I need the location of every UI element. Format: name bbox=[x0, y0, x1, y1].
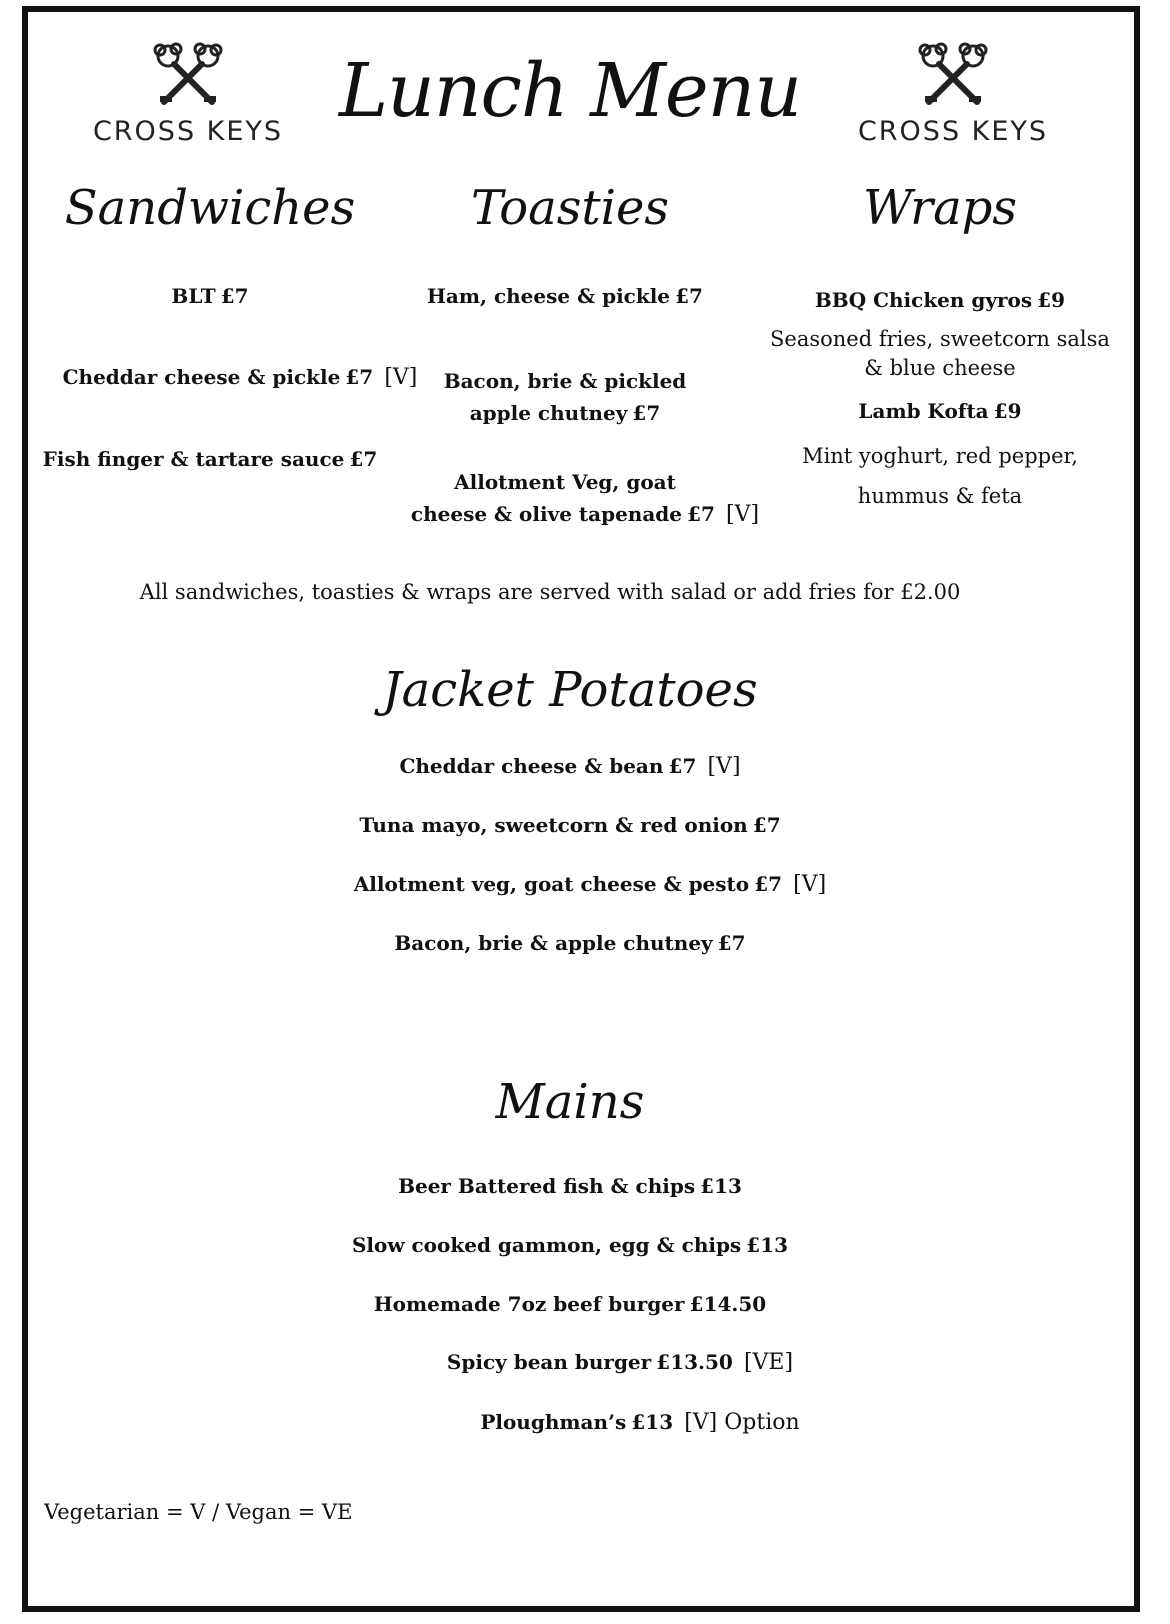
section-heading-jacket-potatoes: Jacket Potatoes bbox=[382, 662, 758, 718]
menu-item-description: Mint yoghurt, red pepper, hummus & feta bbox=[802, 444, 1078, 508]
logo-wordmark: CROSS KEYS bbox=[857, 116, 1049, 147]
menu-item: Cheddar cheese & pickle £7 [V] bbox=[62, 365, 418, 390]
menu-item: Slow cooked gammon, egg & chips £13 bbox=[351, 1233, 789, 1257]
menu-item: Spicy bean burger £13.50 [VE] bbox=[446, 1350, 794, 1375]
menu-item: Beer Battered fish & chips £13 bbox=[398, 1174, 742, 1198]
served-note: All sandwiches, toasties & wraps are served with salad or add fries for £2.00 bbox=[139, 580, 961, 604]
logo-left bbox=[73, 40, 303, 147]
crossed-keys-icon bbox=[146, 40, 230, 110]
section-heading-sandwiches: Sandwiches bbox=[64, 180, 356, 236]
menu-item: Fish finger & tartare sauce £7 bbox=[42, 447, 378, 471]
logo-right bbox=[838, 40, 1068, 147]
menu-item: Bacon, brie & pickled apple chutney £7 bbox=[443, 369, 687, 425]
section-heading-toasties: Toasties bbox=[470, 180, 670, 236]
dietary-legend: Vegetarian = V / Vegan = VE bbox=[44, 1500, 353, 1524]
page-title: Lunch Menu bbox=[339, 48, 801, 134]
logo-wordmark: CROSS KEYS bbox=[92, 116, 284, 147]
menu-item: Cheddar cheese & bean £7 [V] bbox=[399, 754, 741, 779]
menu-item-description: Seasoned fries, sweetcorn salsa & blue cheese bbox=[770, 327, 1110, 380]
menu-item: Ploughman’s £13 [V] Option bbox=[480, 1410, 800, 1435]
menu-item: BBQ Chicken gyros £9 bbox=[814, 288, 1066, 312]
menu-item: Lamb Kofta £9 bbox=[858, 399, 1022, 423]
menu-item: Allotment Veg, goat cheese & olive tapenade £7 [V] bbox=[410, 470, 760, 527]
section-heading-wraps: Wraps bbox=[862, 180, 1018, 236]
menu-item: Homemade 7oz beef burger £14.50 bbox=[373, 1292, 767, 1316]
menu-item: Tuna mayo, sweetcorn & red onion £7 bbox=[359, 813, 781, 837]
section-heading-mains: Mains bbox=[495, 1074, 645, 1130]
menu-item: BLT £7 bbox=[171, 284, 249, 308]
menu-item: Bacon, brie & apple chutney £7 bbox=[394, 931, 746, 955]
menu-item: Allotment veg, goat cheese & pesto £7 [V] bbox=[353, 872, 827, 897]
menu-item: Ham, cheese & pickle £7 bbox=[427, 284, 703, 308]
crossed-keys-icon bbox=[911, 40, 995, 110]
